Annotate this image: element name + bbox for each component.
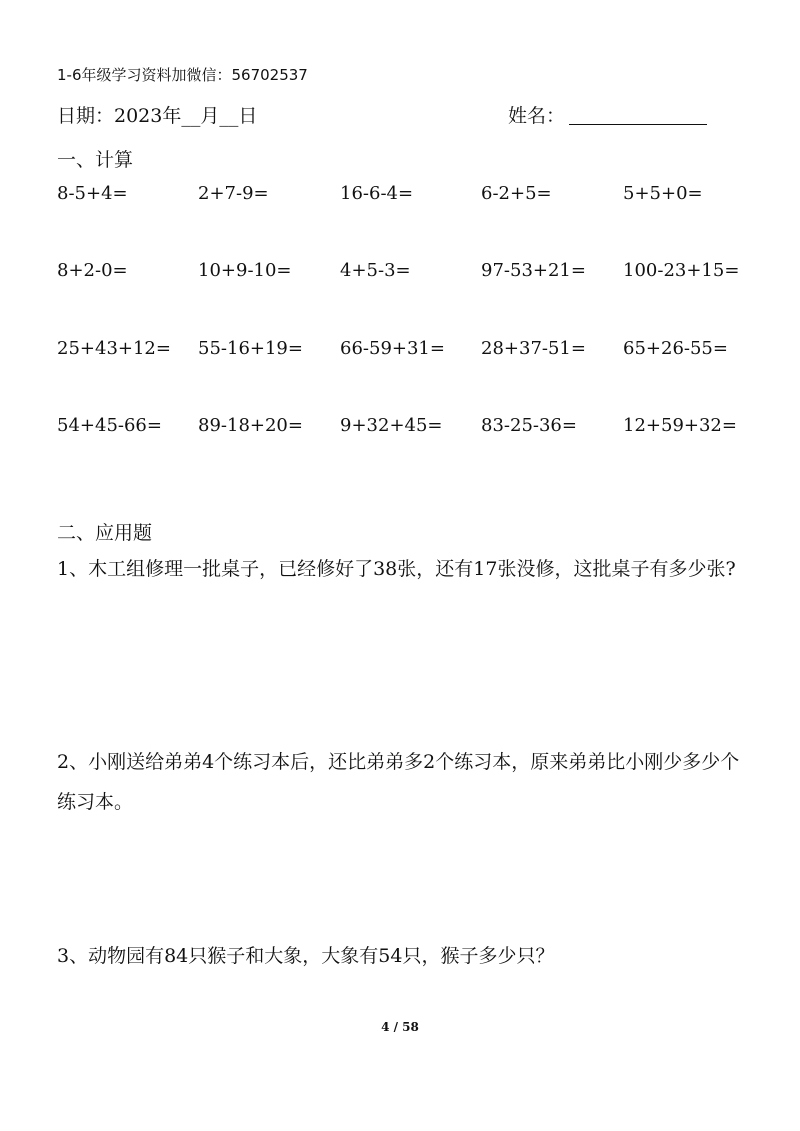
problem: 97-53+21= (481, 260, 586, 281)
problem: 2+7-9= (198, 183, 269, 204)
problem: 65+26-55= (623, 338, 728, 359)
problem: 55-16+19= (198, 338, 303, 359)
problem: 10+9-10= (198, 260, 292, 281)
problem: 9+32+45= (340, 415, 443, 436)
question-3: 3、动物园有84只猴子和大象，大象有54只，猴子多少只？ (57, 945, 555, 967)
problem: 16-6-4= (340, 183, 414, 204)
problem: 83-25-36= (481, 415, 577, 436)
name-blank (569, 106, 707, 125)
problem: 100-23+15= (623, 260, 740, 281)
problem: 28+37-51= (481, 338, 586, 359)
page-number: 4 / 58 (381, 1020, 419, 1034)
problem: 4+5-3= (340, 260, 411, 281)
date-line: 日期：2023年__月__日 (57, 105, 258, 127)
problem: 5+5+0= (623, 183, 703, 204)
problem: 54+45-66= (57, 415, 162, 436)
section1-title: 一、计算 (57, 149, 134, 171)
header-note: 1-6年级学习资料加微信：56702537 (57, 66, 308, 84)
problem: 8+2-0= (57, 260, 128, 281)
name-line (508, 101, 707, 128)
problem: 25+43+12= (57, 338, 171, 359)
section2-title: 二、应用题 (57, 522, 153, 544)
problem: 66-59+31= (340, 338, 445, 359)
question-1: 1、木工组修理一批桌子，已经修好了38张，还有17张没修，这批桌子有多少张? (57, 558, 736, 580)
problem: 8-5+4= (57, 183, 128, 204)
problem: 89-18+20= (198, 415, 303, 436)
name-label: 姓名： (508, 105, 566, 127)
question-2: 2、小刚送给弟弟4个练习本后，还比弟弟多2个练习本，原来弟弟比小刚少多少个练习本。 (57, 751, 740, 813)
problem: 6-2+5= (481, 183, 552, 204)
problem: 12+59+32= (623, 415, 737, 436)
